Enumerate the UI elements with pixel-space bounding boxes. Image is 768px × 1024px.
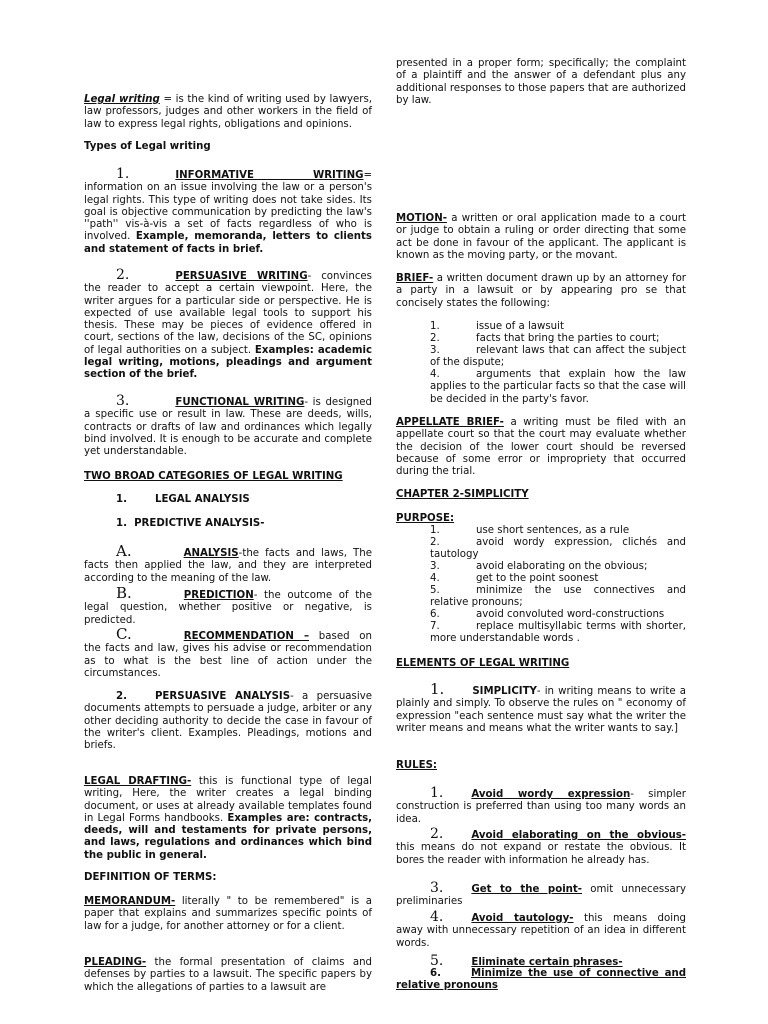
item-number: 2. [430,333,440,344]
purpose-item [430,609,686,621]
item-number: 6. [430,609,440,620]
rule-item [396,911,686,950]
rule-text: omit unnecessary preliminaries [396,884,686,908]
chapter-heading: CHAPTER 2-SIMPLICITY [396,489,529,500]
motion-term: MOTION- [396,213,447,224]
item-number: 3. [116,393,130,409]
purpose-item [430,561,686,573]
rule-item [396,968,686,993]
definition-heading: DEFINITION OF TERMS: [84,872,217,883]
legal-writing-term: Legal writing [84,94,160,105]
memorandum-text: literally " to be remembered" is a paper that explains and summarizes specific points of law for a judge, for another attorney or for a client. [84,896,372,932]
item-number: 1. [430,321,440,332]
brief-item [430,321,686,333]
simplicity-item [396,680,686,735]
purpose-heading: PURPOSE: [396,513,455,524]
item-number: 1. [116,518,127,529]
item-letter: B. [116,584,132,602]
brief-item [430,369,686,406]
item-text: avoid wordy expression, clichés and tautology [430,537,686,561]
recommendation-term: RECOMMENDATION – [183,631,310,642]
prediction-term: PREDICTION [183,590,254,601]
appellate-term: APPELLATE BRIEF- [396,417,504,428]
persuasive-analysis-term: PERSUASIVE ANALYSIS [154,691,291,702]
item-number: 2. [430,826,444,842]
item-text: minimize the use connectives and relative pronouns; [430,585,686,609]
legal-drafting-term: LEGAL DRAFTING- [84,776,192,787]
item-number: 1. [430,785,444,801]
pleading-continuation: presented in a proper form; specifically; the complaint of a plaintiff and the answer of a defendant plus any additional responses to those papers that are authorized by law. [396,58,686,106]
rule-term: Eliminate certain phrases- [471,957,623,968]
brief-text: a written document drawn up by an attorney for a party in a lawsuit or by appearing pro se that concisely states the following: [396,273,686,309]
brief-item [430,345,686,370]
motion-text: a written or oral application made to a court or judge to obtain a ruling or order directing that some act be done in favour of the applicant. The applicant is known as the moving party, or the movant. [396,213,686,261]
item-number: 4. [430,573,440,584]
legal-drafting [84,776,372,862]
item-number: 4. [430,369,440,380]
persuasive-analysis-item [84,691,372,752]
memorandum-definition [84,896,372,933]
rule-item [396,828,686,867]
informative-examples: Example, memoranda, letters to clients and statement of facts in brief. [84,231,372,255]
rule-term: Avoid tautology- [471,913,574,924]
item-number: 7. [430,621,440,632]
functional-text: - is designed a specific use or result in law. These are deeds, wills, contracts or drafts of law and ordinances which legally bind involved. It is enough to be accurate and complete yet understandable. [84,397,372,458]
rule-text: - simpler construction is preferred than using too many words an idea. [396,789,687,825]
item-text: avoid elaborating on the obvious; [476,561,648,572]
item-number: 4. [430,909,444,925]
brief-definition [396,273,686,310]
elements-heading: ELEMENTS OF LEGAL WRITING [396,658,570,669]
prediction-text: - the outcome of the legal question, whether positive or negative, is predicted. [84,590,372,626]
informative-writing [84,168,372,256]
rule-term: Avoid wordy expression [471,789,631,800]
persuasive-writing [84,269,372,382]
item-letter: C. [116,625,132,643]
analysis-item [84,542,372,585]
types-heading: Types of Legal writing [84,141,211,152]
legal-writing-definition [84,94,372,131]
rule-item [396,787,686,826]
rule-term: Minimize the use of connective and relative pronouns [396,968,686,992]
recommendation-text: based on the facts and law, gives his advise or recommendation as to what is the best line of action under the circumstances. [84,631,372,679]
persuasive-term: PERSUASIVE WRITING [175,271,308,282]
pleading-text: the formal presentation of claims and defenses by parties to a lawsuit. The specific papers by which the allegations of parties to a lawsuit are [84,957,372,993]
analysis-term: ANALYSIS [183,548,239,559]
informative-term: INFORMATIVE WRITING [175,170,364,181]
pleading-definition [84,957,372,994]
legal-analysis-label: LEGAL ANALYSIS [154,494,250,505]
rule-term: Avoid elaborating on the obvious- [471,830,686,841]
recommendation-item [84,625,372,680]
item-text: replace multisyllabic terms with shorter, more understandable words . [430,621,686,645]
informative-text: = information on an issue involving the law or a person's legal rights. This type of writing does not take sides. Its goal is objective communication by predicting the law's ''path'' vis-à-vis a set of facts regardless of who is involved. [84,170,372,243]
item-number: 5. [430,585,440,596]
legal-drafting-examples: Examples are: contracts, deeds, will and testaments for private persons, and laws, regulations and ordinances which bind the public in general. [84,812,373,861]
legal-drafting-text: this is functional type of legal writing, Here, the writer creates a legal binding document, or uses at already available templates found in Legal Forms handbooks. [84,776,372,824]
item-number: 2. [116,691,127,702]
simplicity-text: - in writing means to write a plainly and simply. To observe the rules on " economy of expression "each sentence must say what the writer the writer means and means what the writer wants to say.] [396,686,686,734]
item-number: 5. [430,953,444,969]
item-number: 3. [430,345,440,356]
item-letter: A. [116,542,132,560]
item-text: arguments that explain how the law applies to the particular facts so that the case will be decided in the party's favor. [430,369,686,405]
functional-term: FUNCTIONAL WRITING [175,397,305,408]
item-number: 6. [430,968,441,979]
item-number: 2. [430,537,440,548]
purpose-item [430,525,686,537]
brief-term: BRIEF- [396,273,434,284]
item-number: 3. [430,880,444,896]
legal-analysis-heading [84,494,372,506]
rule-term: Get to the point- [471,884,583,895]
memorandum-term: MEMORANDUM- [84,896,176,907]
rule-item [396,882,686,909]
item-text: issue of a lawsuit [476,321,564,332]
purpose-item [430,537,686,562]
two-broad-categories-heading: TWO BROAD CATEGORIES OF LEGAL WRITING [84,471,343,482]
appellate-brief-definition [396,417,686,478]
predictive-analysis-heading [84,518,372,530]
item-text: use short sentences, as a rule [476,525,630,536]
prediction-item [84,584,372,627]
item-text: facts that bring the parties to court; [476,333,660,344]
persuasive-text: - convinces the reader to accept a certain viewpoint. Here, the writer argues for a particular side or perspective. He is expected of use available legal tools to support his thesis. These may be pieces of evidence offered in court, sections of the law, decisions of the SC, opinions of legal authorities on a subject. [84,271,372,356]
legal-writing-text: = is the kind of writing used by lawyers, law professors, judges and other workers in the field of law to express legal rights, obligations and opinions. [84,94,372,130]
rules-heading: RULES: [396,760,437,771]
persuasive-examples: Examples: academic legal writing, motions, pleadings and argument section of the brief. [84,344,372,381]
purpose-item [430,621,686,646]
predictive-analysis-label: PREDICTIVE ANALYSIS- [134,518,265,529]
motion-definition [396,213,686,262]
rule-text: this means doing away with unnecessary repetition of an idea in different words. [396,913,686,949]
item-text: avoid convoluted word-constructions [476,609,665,620]
brief-item [430,333,686,345]
purpose-item [430,573,686,585]
item-number: 2. [116,267,130,283]
rule-text: this means do not expand or restate the obvious. It bores the reader with information he already has. [396,842,686,866]
item-number: 1. [430,680,445,698]
simplicity-term: SIMPLICITY [472,686,537,697]
item-number: 1. [116,166,130,182]
item-text: relevant laws that can affect the subject of the dispute; [430,345,686,369]
functional-writing [84,395,372,458]
appellate-text: a writing must be filed with an appellate court so that the court may evaluate whether the decision of the lower court should be reversed because of some error or impropriety that occurred during the trial. [396,417,686,478]
item-number: 1. [430,525,440,536]
persuasive-analysis-text: - a persuasive documents attempts to persuade a judge, arbiter or any other deciding authority to decide the case in favour of the writer's client. Examples. Pleadings, motions and briefs. [84,691,372,752]
item-number: 1. [116,494,127,505]
item-number: 3. [430,561,440,572]
pleading-term: PLEADING- [84,957,147,968]
analysis-text: -the facts and laws, The facts then applied the law, and they are interpreted according to the meaning of the law. [84,548,372,584]
item-text: get to the point soonest [476,573,599,584]
purpose-item [430,585,686,610]
